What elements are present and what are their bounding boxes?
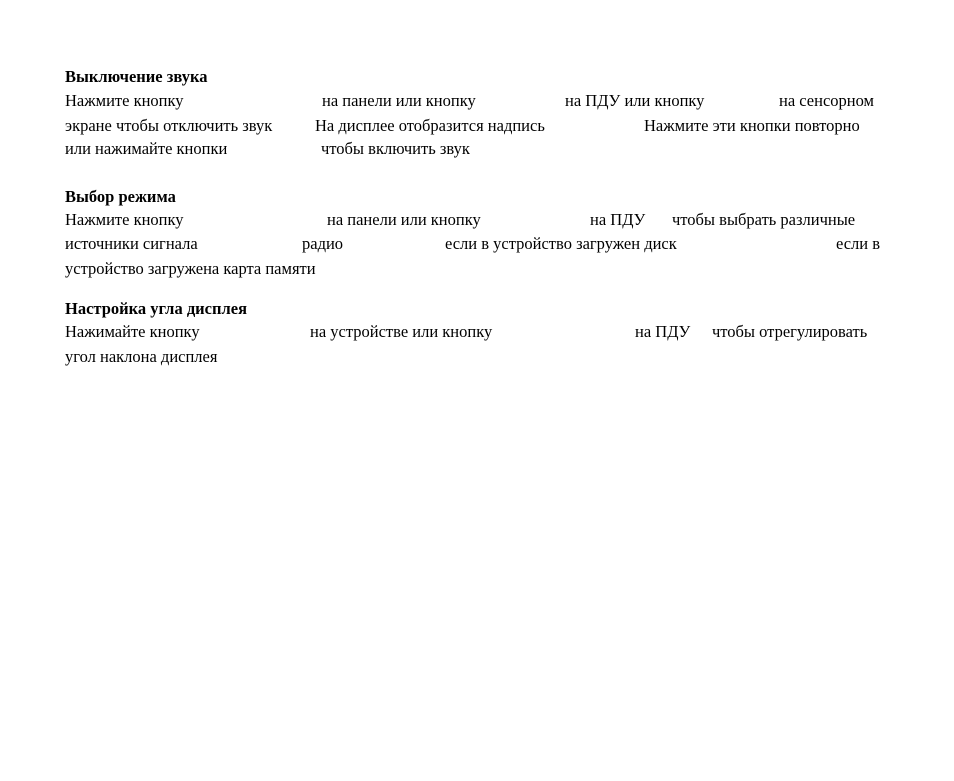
- section-heading-display-angle: Настройка угла дисплея: [65, 299, 248, 318]
- text-fragment: или нажимайте кнопки: [65, 139, 228, 158]
- text-fragment: на устройстве или кнопку: [310, 322, 493, 341]
- text-fragment: Нажимайте кнопку: [65, 322, 200, 341]
- text-fragment: на ПДУ: [635, 322, 691, 341]
- text-fragment: на панели или кнопку: [327, 210, 481, 229]
- text-fragment: на сенсорном: [779, 91, 874, 110]
- text-fragment: источники сигнала: [65, 234, 198, 253]
- text-fragment: На дисплее отобразится надпись: [315, 116, 545, 135]
- text-fragment: если в: [836, 234, 881, 253]
- text-fragment: радио: [302, 234, 344, 253]
- text-fragment: чтобы включить звук: [321, 139, 470, 158]
- text-fragment: чтобы выбрать различные: [672, 210, 856, 229]
- text-fragment: Нажмите кнопку: [65, 91, 184, 110]
- text-fragment: на ПДУ: [590, 210, 646, 229]
- section-heading-mute: Выключение звука: [65, 67, 208, 86]
- text-fragment: экране чтобы отключить звук: [65, 116, 273, 135]
- text-fragment: если в устройство загружен диск: [445, 234, 677, 253]
- text-fragment: угол наклона дисплея: [65, 347, 218, 366]
- text-fragment: Нажмите эти кнопки повторно: [644, 116, 860, 135]
- text-fragment: Нажмите кнопку: [65, 210, 184, 229]
- text-fragment: устройство загружена карта памяти: [65, 259, 316, 278]
- text-fragment: на панели или кнопку: [322, 91, 476, 110]
- text-fragment: на ПДУ или кнопку: [565, 91, 705, 110]
- text-fragment: чтобы отрегулировать: [712, 322, 868, 341]
- section-heading-mode: Выбор режима: [65, 187, 176, 206]
